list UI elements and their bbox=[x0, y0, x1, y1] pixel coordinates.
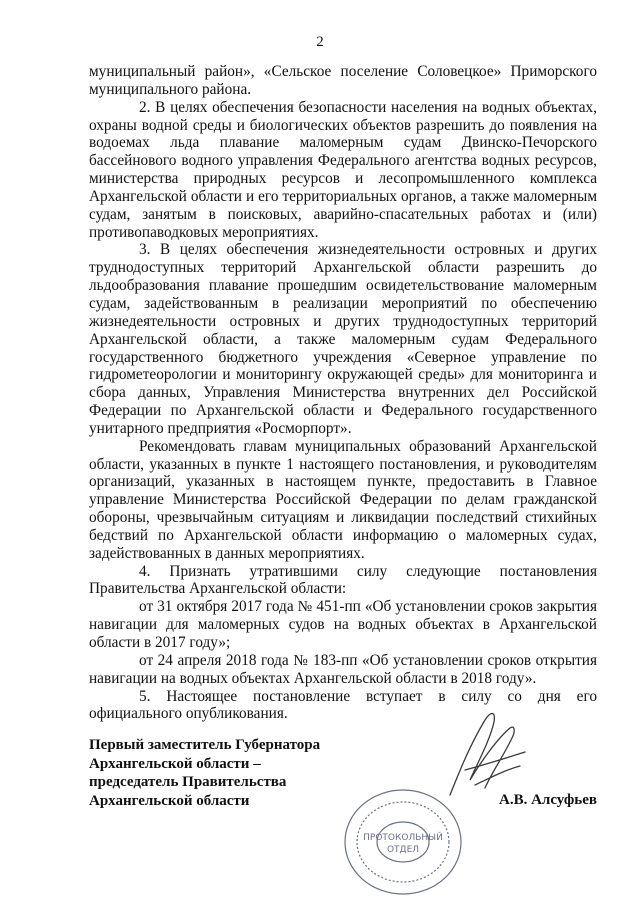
paragraph-7: от 24 апреля 2018 года № 183-пп «Об установлении сроков открытия навигации на водных объектах Архангельской области в 2018 году». bbox=[89, 651, 597, 687]
signatory-position-line-4: Архангельской области bbox=[89, 792, 250, 809]
signatory-position bbox=[89, 736, 320, 810]
signature-block bbox=[89, 736, 597, 810]
stamp-line-1: ПРОТОКОЛЬНЫЙ bbox=[363, 833, 443, 843]
paragraph-6: от 31 октября 2017 года № 451-пп «Об установлении сроков закрытия навигации для маломерных судов на водных объектах в Архангельской области в 2017 году»; bbox=[89, 598, 597, 651]
signatory-position-line-2: Архангельской области – bbox=[89, 755, 261, 772]
signatory-name: А.В. Алсуфьев bbox=[499, 792, 597, 809]
paragraph-8: 5. Настоящее постановление вступает в силу со дня его официального опубликования. bbox=[89, 687, 597, 723]
signatory-position-line-1: Первый заместитель Губернатора bbox=[89, 737, 321, 753]
page-number: 2 bbox=[316, 34, 324, 50]
paragraph-2: 2. В целях обеспечения безопасности населения на водных объектах, охраны водной среды и биологических объектов разрешить до появления на водоемах льда плавание маломерным судам Двинско-Печорского бассейнового водного управления Федерального агентства водных ресурсов, министерства природных ресурсов и лесопромышленного комплекса Архангельской области и его территориальных органов, а также маломерным судам, занятым в поисковых, аварийно-спасательных работах и (или) противопаводковых мероприятиях. bbox=[89, 98, 597, 241]
paragraph-4: Рекомендовать главам муниципальных образований Архангельской области, указанных в пункте 1 настоящего постановления, и руководителям организаций, указанных в настоящем пункте, предоставить в Главное управление Министерства Российской Федерации по делам гражданской обороны, чрезвычайным ситуациям и ликвидации последствий стихийных бедствий по Архангельской области информацию о маломерных судах, задействованных в данных мероприятиях. bbox=[89, 437, 597, 562]
document-body bbox=[89, 63, 597, 723]
stamp-line-2: ОТДЕЛ bbox=[386, 845, 420, 855]
paragraph-1: муниципальный район», «Сельское поселение Соловецкое» Приморского муниципального района. bbox=[89, 63, 597, 98]
paragraph-5: 4. Признать утратившими силу следующие постановления Правительства Архангельской области: bbox=[89, 562, 597, 598]
paragraph-3: 3. В целях обеспечения жизнедеятельности островных и других труднодоступных территорий Архангельской области разрешить до льдообразования плавание прошедшим освидетельствование маломерным судам, задействованным в реализации мероприятий по обеспечению жизнедеятельности островных и других труднодоступных территорий Архангельской области, а также маломерным судам Федерального государственного бюджетного учреждения «Северное управление по гидрометеорологии и мониторингу окружающей среды» для мониторинга и сбора данных, Управления Министерства внутренних дел Российской Федерации по Архангельской области и Федерального государственного унитарного предприятия «Росморпорт». bbox=[89, 241, 597, 437]
signatory-position-line-3: председатель Правительства bbox=[89, 774, 287, 791]
